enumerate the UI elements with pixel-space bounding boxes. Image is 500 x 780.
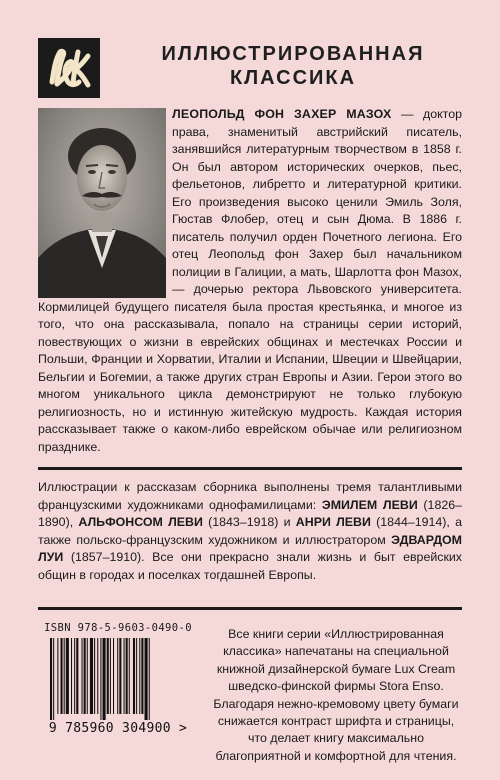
illustrator-name-2: АЛЬФОНСОМ ЛЕВИ [78, 515, 203, 529]
paper-note [210, 626, 462, 765]
illustrators-paragraph [38, 479, 462, 584]
isbn-number: ISBN 978-5-9603-0490-0 [44, 622, 192, 634]
series-logo [38, 38, 100, 98]
barcode-bar [74, 638, 75, 714]
illustrators-text-4: (1844–1914), а также польско-французским художником и иллюстратором [38, 515, 462, 547]
barcode-bar [103, 638, 106, 720]
barcode-bar [57, 638, 58, 714]
illustrator-name-1: ЭМИЛЕМ ЛЕВИ [321, 497, 418, 512]
barcode-bar [117, 638, 118, 714]
barcode-bar [145, 638, 148, 720]
barcode-bar [107, 638, 109, 714]
series-title-line-1: ИЛЛЮСТРИРОВАННАЯ [161, 43, 425, 65]
barcode-bar [141, 638, 143, 714]
barcode-bar [129, 638, 130, 714]
portrait-spacer [38, 106, 172, 298]
barcode-bars [48, 638, 188, 720]
illustrators-note [38, 479, 462, 584]
barcode-bar [119, 638, 121, 714]
barcode-bar [71, 638, 72, 714]
barcode-bar [94, 638, 95, 714]
barcode-bar [136, 638, 137, 714]
barcode-digits: 9 785960 304900 > [48, 721, 188, 736]
illustrators-text-2: (1826–1890), [38, 497, 463, 529]
barcode-bar [124, 638, 125, 714]
series-title-line-2: КЛАССИКА [229, 67, 357, 89]
barcode-bar [87, 638, 88, 714]
illustrator-name-3: АНРИ ЛЕВИ [295, 515, 371, 529]
biography-text: — доктор права, знаменитый австрийский писатель, занявшийся литературным творчеством в 1858 г. Он был автором исторических очерков, пьес, фельетонов, либретто и литературной критики. Его произведения высоко ценили Эмиль Золя, Гюстав Флобер, отец и сын Дюма. В 1886 г. писатель получил орден Почетного легиона. Его отец Леопольд фон Захер был начальником полиции в Галиции, а мать, Шарлотта фон Мазох, — дочерью ректора Львовского университета. Кормилицей будущего писателя была простая крестьянка, и многое из того, что она рассказывала, попало на страницы серии историй, повествующих о жизни в еврейских общинах и местечках России и Польши, Франции и Хорватии, Италии и Испании, Швеции и Швейцарии, Бельгии и Богемии, а также других стран Европы и Азии. Герои этого во многом уникального цикла демонстрируют не только глубокую религиозность, но и истинную житейскую мудрость. Каждая история рассказывает также о каком-либо еврейском обычае или религиозном празднике. [38, 107, 463, 454]
barcode-bar [110, 638, 111, 714]
illustrator-name-4: ЭДВАРДОМ ЛУИ [38, 532, 462, 564]
barcode-bar [50, 638, 52, 720]
barcode-bar [76, 638, 78, 714]
barcode-bar [113, 638, 114, 714]
paper-note-text: Все книги серии «Иллюстрированная классика» напечатаны на специальной книжной дизайнерской бумаге Lux Cream шведско-финской фирмы Stora Enso. Благодаря нежно-кремовому цвету бумаги снижается контраст шрифта и страницы, что делает книгу максимально благоприятной и комфортной для чтения. [213, 627, 459, 763]
barcode-bar [61, 638, 63, 714]
barcode-bar [82, 638, 83, 714]
author-name: ЛЕОПОЛЬД ФОН ЗАХЕР МАЗОХ [172, 107, 392, 121]
barcode-bar [100, 638, 101, 720]
illustrators-text-3: (1843–1918) и [202, 515, 296, 529]
barcode-bar [84, 638, 86, 714]
barcode-bar [126, 638, 128, 714]
illustrators-text-5: (1857–1910). Все они прекрасно знали жизнь и быт еврейских общин в городах и поселках тогдашней Европы. [38, 550, 462, 582]
barcode-bar [53, 638, 54, 720]
barcode-bar [97, 638, 98, 714]
divider-bottom [38, 607, 462, 610]
barcode-bar [66, 638, 69, 714]
barcode-bar [90, 638, 93, 714]
barcode-bar [64, 638, 65, 714]
divider-top [38, 467, 462, 470]
logo-mark-icon [38, 38, 100, 98]
author-biography [38, 106, 462, 456]
series-title [118, 42, 468, 90]
isbn-barcode [38, 622, 198, 740]
barcode-bar [133, 638, 135, 714]
illustrators-text-1: Иллюстрации к рассказам сборника выполнены тремя талантливыми французскими художниками однофамилицами: [38, 480, 462, 512]
barcode-bar [139, 638, 140, 714]
barcode-bar [149, 638, 150, 720]
